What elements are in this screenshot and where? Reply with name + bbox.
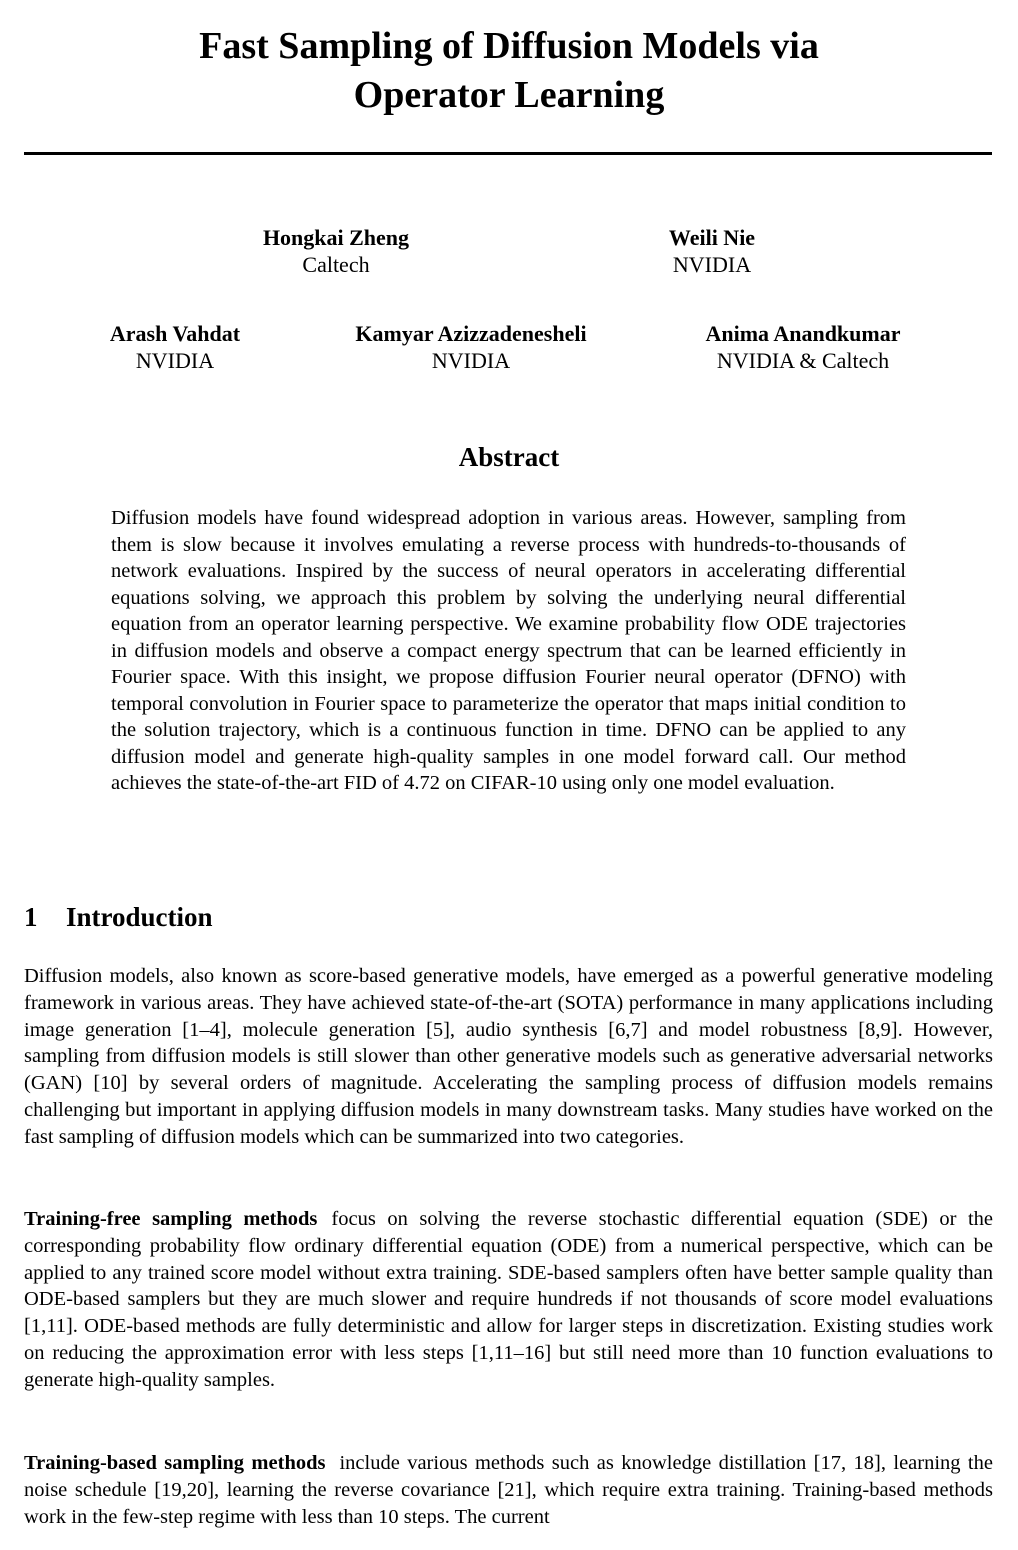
author-name: Arash Vahdat — [109, 321, 241, 346]
author-block — [612, 224, 812, 278]
author-affiliation: NVIDIA — [135, 348, 215, 373]
training-free-paragraph — [24, 1206, 993, 1394]
title-rule — [24, 152, 992, 155]
author-affiliation: NVIDIA — [431, 348, 511, 373]
author-block — [673, 320, 933, 374]
intro-paragraph: Diffusion models, also known as score-based generative models, have emerged as a powerful generative modeling framework in various areas. They have achieved state-of-the-art (SOTA) performance in many applications including image generation [1–4], molecule generation [5], audio synthesis [6,7] and model robustness [8,9]. However, sampling from diffusion models is still slower than other generative models such as generative adversarial networks (GAN) [10] by several orders of magnitude. Accelerating the sampling process of diffusion models remains challenging but important in applying diffusion models in many downstream tasks. Many studies have worked on the fast sampling of diffusion models which can be summarized into two categories. — [24, 965, 993, 1148]
author-block — [75, 320, 275, 374]
paragraph-lead: Training-free sampling methods — [24, 1208, 318, 1230]
author-affiliation: Caltech — [302, 252, 370, 277]
author-name: Kamyar Azizzadenesheli — [355, 321, 587, 346]
author-block — [226, 224, 446, 278]
paper-title — [0, 22, 1018, 120]
section-title: Introduction — [66, 902, 213, 932]
paragraph-text: focus on solving the reverse stochastic differential equation (SDE) or the corresponding probability flow ordinary differential equation (ODE) from a numerical perspective, which can be applied to any trained score model without extra training. SDE-based samplers often have better sample quality than ODE-based samplers but they are much slower and require hundreds if not thousands of score model evaluations [1,11]. ODE-based methods are fully deterministic and allow for larger steps in discretization. Existing studies work on reducing the approximation error with less steps [1,11–16] but still need more than 10 function evaluations to generate high-quality samples. — [24, 1208, 993, 1391]
author-name: Weili Nie — [668, 225, 756, 250]
title-line-1: Fast Sampling of Diffusion Models via — [199, 25, 819, 67]
section-heading — [24, 900, 213, 934]
title-line-2: Operator Learning — [353, 74, 665, 116]
author-name: Anima Anandkumar — [705, 321, 901, 346]
author-affiliation: NVIDIA & Caltech — [716, 348, 890, 373]
author-affiliation: NVIDIA — [672, 252, 752, 277]
paragraph-lead: Training-based sampling methods — [24, 1452, 326, 1474]
paragraph-text: include various methods such as knowledge distillation [17, 18], learning the noise schedule [19,20], learning the reverse covariance [21], which require extra training. Training-based methods work in the few-step regime with less than 10 steps. The current — [24, 1452, 993, 1528]
abstract-body: Diffusion models have found widespread adoption in various areas. However, sampling from them is slow because it involves emulating a reverse process with hundreds-to-thousands of network evaluations. Inspired by the success of neural operators in accelerating differential equations solving, we approach this problem by solving the underlying neural differential equation from an operator learning perspective. We examine probability flow ODE trajectories in diffusion models and observe a compact energy spectrum that can be learned efficiently in Fourier space. With this insight, we propose diffusion Fourier neural operator (DFNO) with temporal convolution in Fourier space to parameterize the operator that maps initial condition to the solution trajectory, which is a continuous function in time. DFNO can be applied to any diffusion model and generate high-quality samples in one model forward call. Our method achieves the state-of-the-art FID of 4.72 on CIFAR-10 using only one model evaluation. — [111, 507, 906, 794]
training-based-paragraph — [24, 1450, 993, 1530]
author-block — [321, 320, 621, 374]
section-number: 1 — [24, 902, 38, 932]
author-name: Hongkai Zheng — [262, 225, 410, 250]
abstract-heading: Abstract — [458, 442, 560, 472]
